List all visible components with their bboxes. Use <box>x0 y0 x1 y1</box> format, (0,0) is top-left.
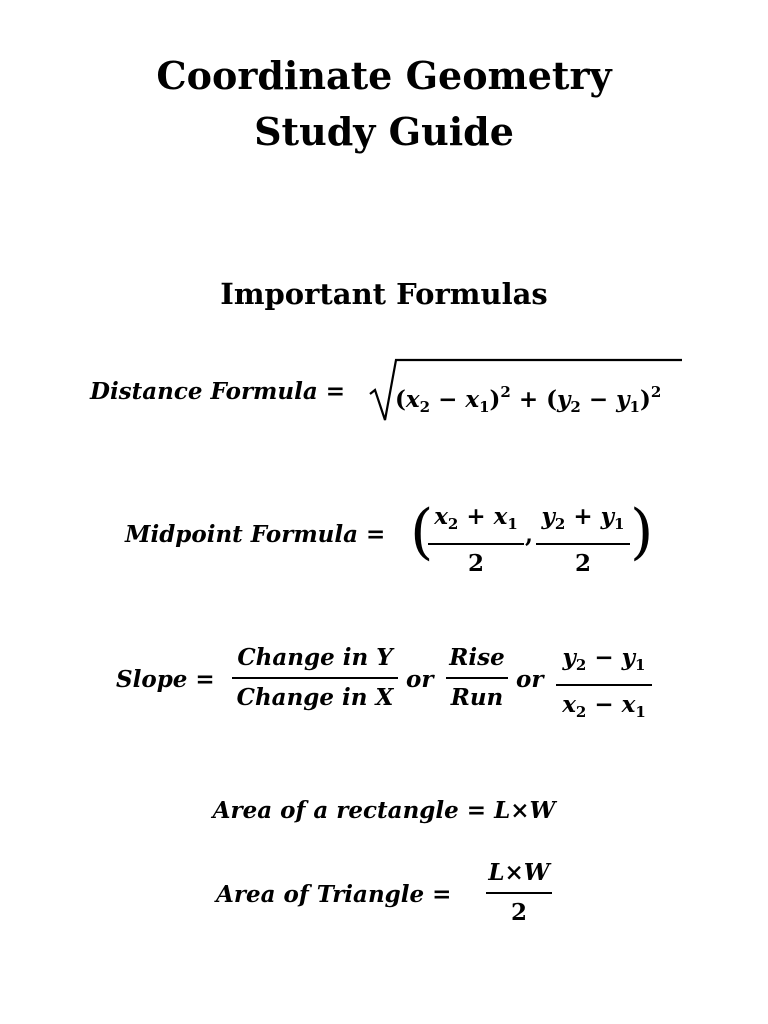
rectangle-area-formula <box>0 796 768 826</box>
rectangle-expression: L×W <box>494 797 556 824</box>
paren: ( <box>395 386 406 413</box>
midpoint-fraction-x <box>428 502 524 579</box>
fraction-numerator: L×W <box>488 859 550 886</box>
fraction-numerator: $y_2 + y_1$ <box>541 503 625 533</box>
fraction-bar <box>428 543 524 545</box>
subscript: 1 <box>629 398 640 416</box>
slope-equals: = <box>195 666 215 693</box>
triangle-label-text: Area of Triangle <box>216 881 425 908</box>
subscript: 2 <box>570 398 581 416</box>
midpoint-formula-label <box>125 520 385 550</box>
slope-fraction-change <box>232 643 398 713</box>
var-y: y <box>616 386 630 413</box>
fraction-numerator: Rise <box>449 644 505 671</box>
fraction-numerator: $y_2 - y_1$ <box>562 644 646 674</box>
var-x: x <box>465 386 480 413</box>
slope-or-2: or <box>516 666 544 693</box>
slope-fraction-rise-run <box>446 643 508 713</box>
rectangle-equals: = <box>466 797 487 824</box>
slope-or-1: or <box>406 666 434 693</box>
fraction-denominator: Change in X <box>236 684 394 711</box>
triangle-fraction <box>486 858 552 928</box>
fraction-bar <box>536 543 630 545</box>
distance-radicand <box>395 377 661 422</box>
plus-sign: + <box>518 386 539 413</box>
minus-sign: − <box>438 386 458 413</box>
minus-sign: − <box>588 386 609 413</box>
fraction-numerator: Change in Y <box>237 644 393 671</box>
fraction-denominator: Run <box>450 684 504 711</box>
fraction-denominator: 2 <box>467 550 484 577</box>
distance-label-text: Distance Formula <box>90 378 318 405</box>
midpoint-comma: , <box>525 521 534 548</box>
rectangle-label-text: Area of a rectangle <box>212 797 459 824</box>
exponent: 2 <box>650 383 662 401</box>
paren: ( <box>546 386 558 413</box>
section-heading: Important Formulas <box>220 277 548 311</box>
subscript: 2 <box>419 398 431 416</box>
midpoint-open-paren: ( <box>410 497 434 567</box>
midpoint-fraction-y <box>536 502 630 579</box>
fraction-bar <box>446 677 508 679</box>
var-x: x <box>405 386 420 413</box>
subscript: 1 <box>479 398 490 416</box>
fraction-bar <box>556 684 652 686</box>
fraction-denominator: 2 <box>574 550 591 577</box>
fraction-bar <box>486 892 552 894</box>
midpoint-label-text: Midpoint Formula <box>125 521 359 548</box>
slope-label-text: Slope <box>116 666 188 693</box>
distance-formula-label <box>90 377 345 407</box>
slope-formula-label <box>116 665 215 695</box>
fraction-bar <box>232 677 398 679</box>
distance-equals: = <box>325 378 346 405</box>
slope-fraction-coordinates <box>556 643 652 727</box>
page-title-line-1: Coordinate Geometry <box>156 53 612 98</box>
paren: ) <box>489 386 501 413</box>
midpoint-equals: = <box>366 521 386 548</box>
fraction-denominator: $x_2 - x_1$ <box>562 691 646 721</box>
exponent: 2 <box>500 383 511 401</box>
fraction-numerator: $x_2 + x_1$ <box>434 503 518 533</box>
triangle-equals: = <box>432 881 452 908</box>
var-y: y <box>557 386 571 413</box>
page-title-line-2: Study Guide <box>254 109 514 154</box>
paren: ) <box>639 386 651 413</box>
fraction-denominator: 2 <box>510 899 527 926</box>
midpoint-close-paren: ) <box>630 497 654 567</box>
triangle-area-label <box>216 880 451 910</box>
